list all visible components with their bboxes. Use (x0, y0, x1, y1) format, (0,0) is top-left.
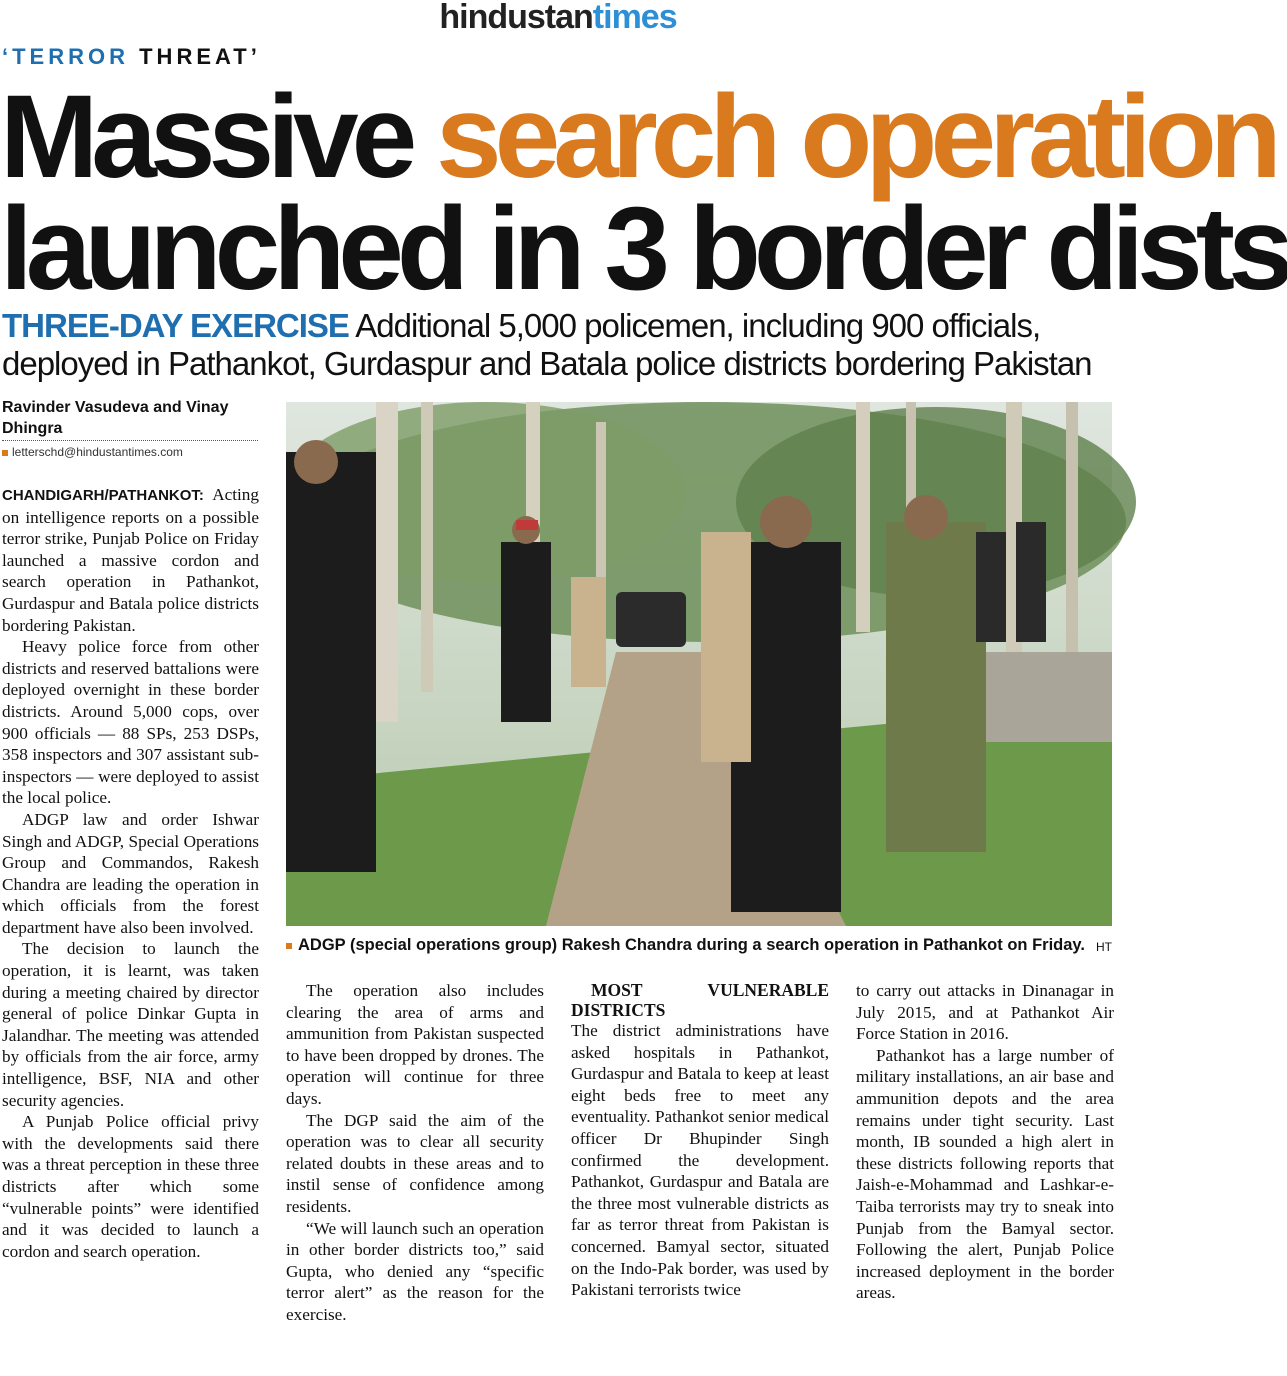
bullet-square-icon (2, 450, 8, 456)
article-column-4 (856, 980, 1114, 1304)
paragraph: CHANDIGARH/PATHANKOT: Acting on intelligence reports on a possible terror strike, Punjab Police on Friday launched a massive cordon and search operation in Pathankot, Gurdaspur and Batala police districts bordering Pakistan. (2, 485, 259, 635)
paragraph: Pathankot has a large number of military installations, an air base and ammunition depots and the area remains under tight security. Last month, IB sounded a high alert in these districts following reports that Jaish-e-Mohammad and Lashkar-e-Taiba terrorists may try to sneak into Punjab from the Bamyal sector. Following the alert, Punjab Police increased deployment in the border areas. (856, 1045, 1114, 1303)
paragraph: Heavy police force from other districts and reserved battalions were deployed overnight in these border districts. Around 5,000 cops, over 900 officials — 88 SPs, 253 DSPs, 358 inspectors and 307 assistant sub-inspectors — were deployed to assist the local police. (2, 637, 259, 808)
article-column-3 (571, 980, 829, 1301)
headline-line-1: Massive search operation (0, 71, 1275, 203)
bullet-square-icon (286, 943, 292, 949)
paragraph: “We will launch such an operation in other border districts too,” said Gupta, who denied any “specific terror alert” as the reason for the exercise. (286, 1218, 544, 1324)
paragraph: A Punjab Police official privy with the developments said there was a threat perception in these three districts after which some “vulnerable points” were identified and it was decided to launch a cordon and search operation. (2, 1112, 259, 1261)
byline-email: letterschd@hindustantimes.com (2, 445, 183, 459)
article-column-1 (2, 484, 259, 1262)
dateline: CHANDIGARH/PATHANKOT: (2, 487, 204, 504)
news-photo (286, 402, 1112, 926)
deck: THREE-DAY EXERCISE Additional 5,000 policemen, including 900 officials, deployed in Pathankot, Gurdaspur and Batala police districts bordering Pakistan (2, 307, 1092, 382)
paragraph: ADGP law and order Ishwar Singh and ADGP, Special Operations Group and Commandos, Rakesh Chandra are leading the operation in which officials from the forest department have also been involved. (2, 809, 259, 937)
article-column-2 (286, 980, 544, 1326)
masthead-logo: hindustantimes (439, 0, 677, 36)
subheading: MOST VULNERABLE DISTRICTS (571, 980, 829, 1020)
section-kicker: ‘TERROR THREAT’ (2, 44, 261, 69)
paragraph: to carry out attacks in Dinanagar in July 2015, and at Pathankot Air Force Station in 2016. (856, 981, 1114, 1044)
byline: Ravinder Vasudeva and Vinay Dhingra (2, 399, 229, 437)
paragraph: The DGP said the aim of the operation was to clear all security related doubts in these areas and to instil sense of confidence among residents. (286, 1110, 544, 1216)
paragraph: The operation also includes clearing the area of arms and ammunition from Pakistan suspected to have been dropped by drones. The operation will continue for three days. (286, 981, 544, 1108)
paragraph: The decision to launch the operation, it is learnt, was taken during a meeting chaired by director general of police Dinkar Gupta in Jalandhar. The meeting was attended by officials from the air force, army intelligence, BSF, NIA and other security agencies. (2, 939, 259, 1110)
headline-line-2: launched in 3 border dists (0, 183, 1287, 315)
byline-divider (2, 440, 258, 441)
photo-credit: HT (1096, 940, 1112, 954)
photo-caption: ADGP (special operations group) Rakesh Chandra during a search operation in Pathankot on Friday. HT (286, 934, 1112, 956)
search-operation-photo (286, 402, 1112, 926)
paragraph: The district administrations have asked hospitals in Pathankot, Gurdaspur and Batala to keep at least eight beds free to meet any eventuality. Pathankot senior medical officer Dr Bhupinder Singh confirmed the development. Pathankot, Gurdaspur and Batala are the three most vulnerable districts as far as terror threat from Pakistan is concerned. Bamyal sector, situated on the Indo-Pak border, was used by Pakistani terrorists twice (571, 1021, 829, 1300)
